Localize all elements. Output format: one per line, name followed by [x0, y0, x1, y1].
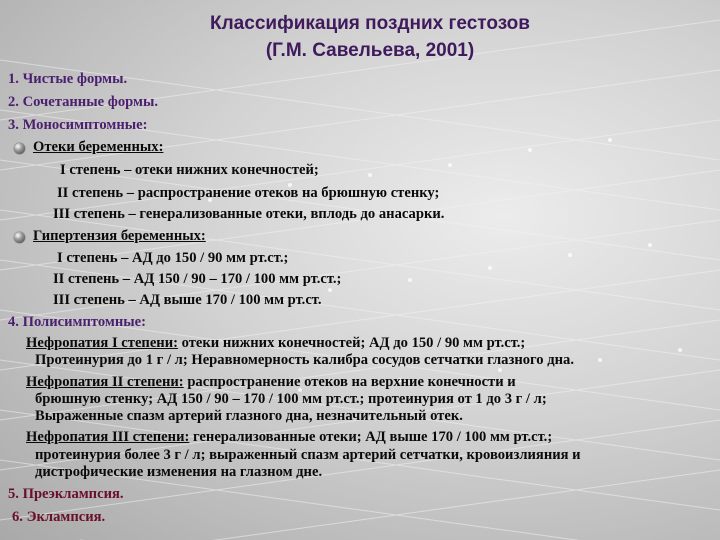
edema-degree-3: III степень – генерализованные отеки, вплодь до анасарки. [53, 206, 445, 222]
item-polysymptomatic: 4. Полисимптомные: [8, 314, 146, 330]
hypertension-degree-3: III степень – АД выше 170 / 100 мм рт.ст. [53, 292, 322, 308]
item-eclampsia: 6. Эклампсия. [12, 509, 106, 525]
nephropathy-1-label: Нефропатия I степени: [26, 335, 178, 351]
item-preeclampsia: 5. Преэклампсия. [8, 486, 124, 502]
bullet-icon [14, 143, 25, 154]
slide-title: Классификация поздних гестозов [210, 13, 530, 34]
edema-degree-2: II степень – распространение отеков на брюшную стенку; [57, 185, 440, 201]
nephropathy-3-text-c: дистрофические изменения на глазном дне. [35, 464, 323, 480]
nephropathy-1-text-a: отеки нижних конечностей; АД до 150 / 90 мм рт.ст.; [177, 335, 526, 351]
nephropathy-3-label: Нефропатия III степени: [26, 429, 190, 445]
slide-subtitle: (Г.М. Савельева, 2001) [265, 40, 475, 61]
nephropathy-2-label: Нефропатия II степени: [26, 374, 184, 390]
bullet-icon [14, 232, 25, 243]
nephropathy-3-text-a: генерализованные отеки; АД выше 170 / 100 мм рт.ст.; [189, 429, 553, 445]
item-pure-forms: 1. Чистые формы. [8, 71, 128, 87]
edema-heading: Отеки беременных: [33, 139, 164, 155]
hypertension-heading: Гипертензия беременных: [33, 228, 206, 244]
nephropathy-2-text-c: Выраженные спазм артерий глазного дна, незначительный отек. [35, 408, 463, 424]
hypertension-degree-1: I степень – АД до 150 / 90 мм рт.ст.; [57, 250, 289, 266]
nephropathy-1-text-b: Протеинурия до 1 г / л; Неравномерность калибра сосудов сетчатки глазного дна. [35, 352, 574, 368]
nephropathy-3-text-b: протеинурия более 3 г / л; выраженный спазм артерий сетчатки, кровоизлияния и [35, 447, 581, 463]
nephropathy-3 [26, 429, 552, 446]
nephropathy-2 [26, 374, 516, 391]
nephropathy-2-text-a: распространение отеков на верхние конечности и [183, 374, 516, 390]
nephropathy-2-text-b: брюшную стенку; АД 150 / 90 – 170 / 100 мм рт.ст.; протеинурия от 1 до 3 г / л; [35, 391, 547, 407]
nephropathy-1 [26, 335, 525, 352]
item-monosymptomatic: 3. Моносимптомные: [8, 117, 148, 133]
hypertension-degree-2: II степень – АД 150 / 90 – 170 / 100 мм рт.ст.; [53, 271, 342, 287]
item-combined-forms: 2. Сочетанные формы. [8, 94, 159, 110]
edema-degree-1: I степень – отеки нижних конечностей; [60, 162, 319, 178]
